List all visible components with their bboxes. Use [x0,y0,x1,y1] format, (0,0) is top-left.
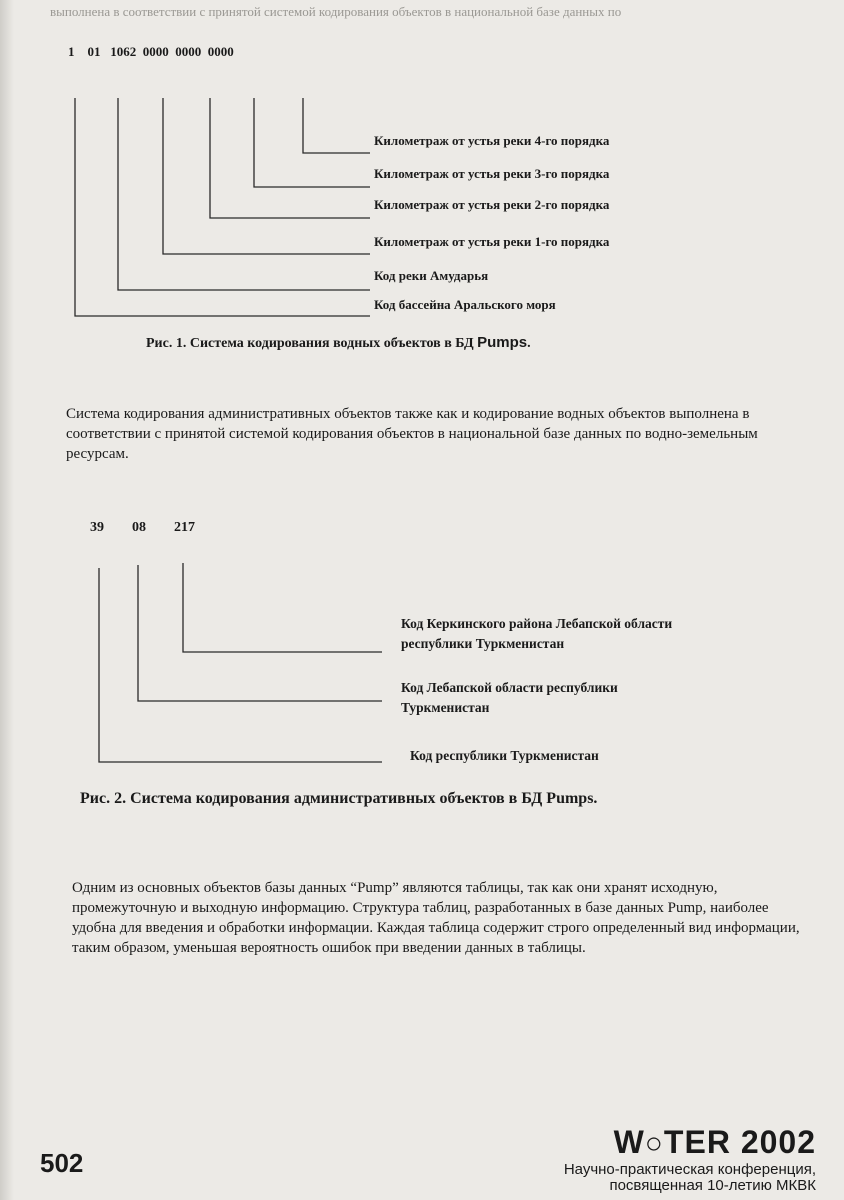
water-object-code: 1 01 1062 0000 0000 0000 [68,44,234,59]
figure2-caption: Рис. 2. Система кодирования административных объектов в БД Pumps. [80,790,598,807]
admin-object-code: 39 08 217 [90,520,195,535]
figure2-label-republic: Код республики Туркменистан [410,748,599,763]
conference-line-1: Научно-практическая конференция, [563,1161,816,1178]
figure2-label-district: Код Керкинского района Лебапской области республики Туркменистан [401,616,673,651]
figure1-caption: Рис. 1. Система кодирования водных объектов в БД Pumps. [146,334,531,351]
water-2002-logo: W○TER 2002 [613,1124,816,1160]
figure1-label-1st-order: Километраж от устья реки 1-го порядка [374,234,610,249]
conference-line-2: посвященная 10-летию МКВК [609,1177,816,1194]
figure1-label-3rd-order: Километраж от устья реки 3-го порядка [374,166,610,181]
conference-title [564,1162,816,1194]
figure1-label-river: Код реки Амударья [374,268,489,283]
figure2-label-region: Код Лебапской области республики Туркменистан [401,680,618,715]
figure1-label-2nd-order: Километраж от устья реки 2-го порядка [374,197,610,212]
paragraph-pump-tables: Одним из основных объектов базы данных “Pump” являются таблицы, так как они хранят исходную, промежуточную и выходную информацию. Структура таблиц, разработанных в базе данных Pump, наиболее удобна для введения и обработки информации. Каждая таблица содержит строго определенный вид информации, таким образом, уменьшая вероятность ошибок при введении данных в таблицы. [72,880,800,956]
figure1-label-4th-order: Километраж от устья реки 4-го порядка [374,133,610,148]
water-drop-icon: ○ [644,1127,664,1160]
paragraph-admin-coding: Система кодирования административных объектов также как и кодирование водных объектов выполнена в соответствии с принятой системой кодирования объектов в национальной базе данных по водно-земельным ресурсам. [66,406,758,462]
page-number: 502 [40,1148,84,1178]
cropped-top-line: выполнена в соответствии с принятой системой кодирования объектов в национальной базе данных по [50,4,622,19]
figure1-label-basin: Код бассейна Аральского моря [374,297,556,312]
